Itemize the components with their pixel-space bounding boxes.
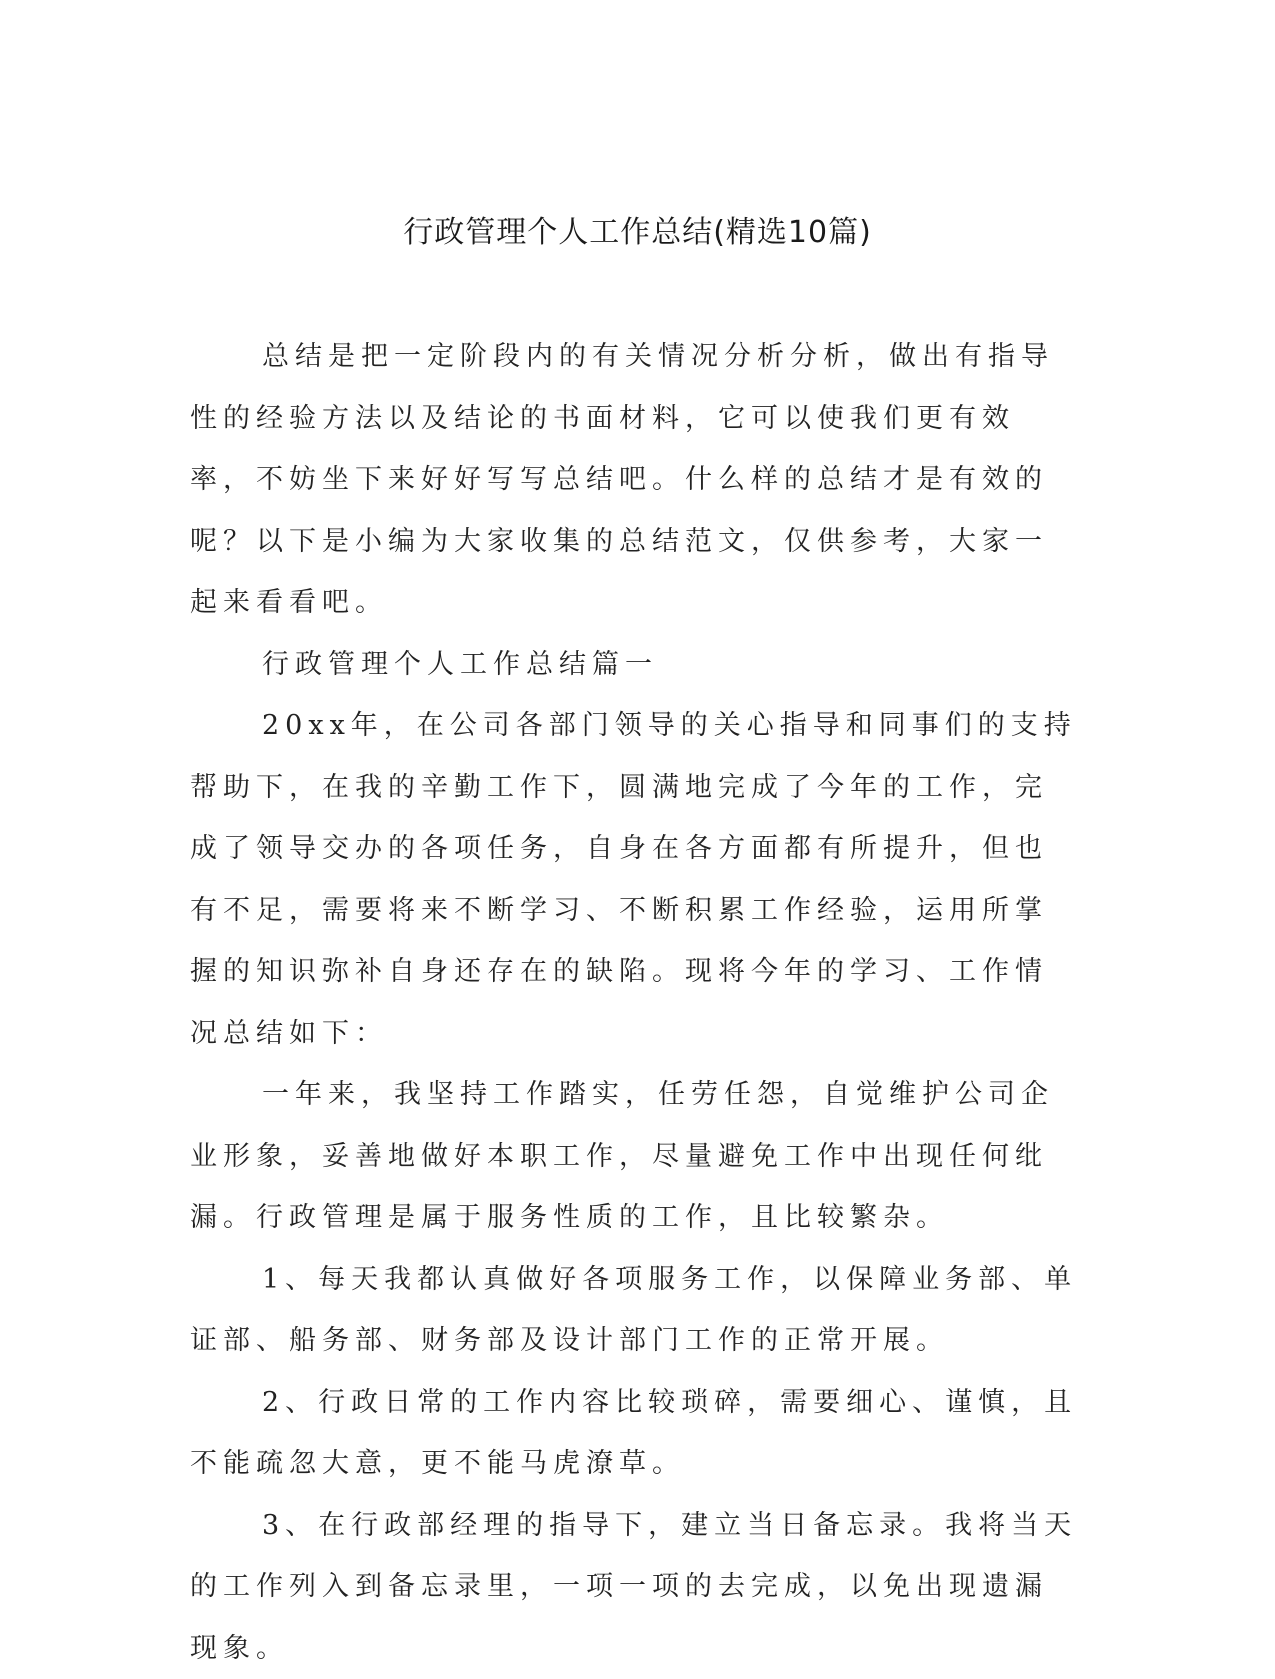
document-title: 行政管理个人工作总结(精选10篇): [0, 211, 1275, 255]
list-item-3: 3、在行政部经理的指导下，建立当日备忘录。我将当天的工作列入到备忘录里，一项一项的去完成，以免出现遗漏现象。: [190, 1495, 1080, 1679]
paragraph-summary-overview: 20xx年，在公司各部门领导的关心指导和同事们的支持帮助下，在我的辛勤工作下，圆满地完成了今年的工作，完成了领导交办的各项任务，自身在各方面都有所提升，但也有不足，需要将来不断学习、不断积累工作经验，运用所掌握的知识弥补自身还存在的缺陷。现将今年的学习、工作情况总结如下：: [190, 695, 1080, 1064]
list-item-2: 2、行政日常的工作内容比较琐碎，需要细心、谨慎，且不能疏忽大意，更不能马虎潦草。: [190, 1372, 1080, 1495]
paragraph-work-attitude: 一年来，我坚持工作踏实，任劳任怨，自觉维护公司企业形象，妥善地做好本职工作，尽量避免工作中出现任何纰漏。行政管理是属于服务性质的工作，且比较繁杂。: [190, 1064, 1080, 1249]
paragraph-intro: 总结是把一定阶段内的有关情况分析分析，做出有指导性的经验方法以及结论的书面材料，它可以使我们更有效率，不妨坐下来好好写写总结吧。什么样的总结才是有效的呢？以下是小编为大家收集的总结范文，仅供参考，大家一起来看看吧。: [190, 326, 1080, 634]
document-body: [190, 326, 1080, 1679]
list-item-1: 1、每天我都认真做好各项服务工作，以保障业务部、单证部、船务部、财务部及设计部门工作的正常开展。: [190, 1249, 1080, 1372]
section-heading: 行政管理个人工作总结篇一: [190, 634, 1080, 696]
